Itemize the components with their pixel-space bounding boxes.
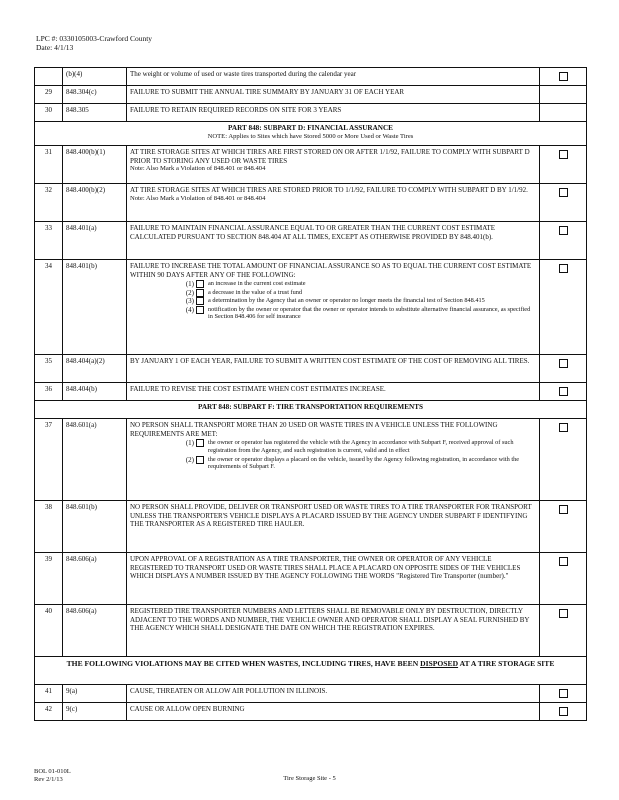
row-checkbox-cell[interactable] [540,419,587,501]
row-text: BY JANUARY 1 OF EACH YEAR, FAILURE TO SUBMIT A WRITTEN COST ESTIMATE OF THE COST OF REMOVING ALL TIRES. [127,355,540,383]
row-text: The weight or volume of used or waste tires transported during the calendar year [127,68,540,86]
footer-form-number: BOL 01-010L [34,768,71,775]
row-citation: 848.606(a) [63,605,127,657]
row-number: 35 [35,355,63,383]
row-number: 37 [35,419,63,501]
checkbox[interactable] [559,505,568,514]
footer-revision: Rev 2/1/13 [34,776,63,783]
row-checkbox-cell[interactable] [540,86,587,104]
row-citation: 848.305 [63,104,127,122]
sub-item-label: (4) [185,305,194,314]
table-row [35,260,587,355]
sub-checkbox[interactable] [196,280,204,288]
table-row [35,222,587,260]
row-text: AT TIRE STORAGE SITES AT WHICH TIRES ARE FIRST STORED ON OR AFTER 1/1/92, FAILURE TO COMPLY WITH SUBPART D PRIOR TO STORING ANY USED OR WASTE TIRES [130,148,530,165]
sub-items [166,439,536,471]
row-text: NO PERSON SHALL TRANSPORT MORE THAN 20 USED OR WASTE TIRES IN A VEHICLE UNLESS THE FOLLOWING REQUIREMENTS ARE MET: [130,421,498,438]
row-citation: 848.404(a)(2) [63,355,127,383]
row-text: FAILURE TO REVISE THE COST ESTIMATE WHEN COST ESTIMATES INCREASE. [127,383,540,401]
sub-item-text: an increase in the current cost estimate [208,280,306,288]
banner-row [35,657,587,685]
row-citation: 848.601(b) [63,501,127,553]
row-text: REGISTERED TIRE TRANSPORTER NUMBERS AND LETTERS SHALL BE REMOVABLE ONLY BY DESTRUCTION, DIRECTLY ADJACENT TO THE WORDS AND NUMBER, THE VEHICLE OWNER AND OPERATOR SHALL DISPLAY A SEAL FURNISHED BY THE AGENCY WHICH SHALL DESIGNATE THE DATE ON WHICH THE REGISTRATION EXPIRES. [127,605,540,657]
row-number [35,68,63,86]
row-text: FAILURE TO INCREASE THE TOTAL AMOUNT OF FINANCIAL ASSURANCE SO AS TO EQUAL THE CURRENT COST ESTIMATE WITHIN 90 DAYS AFTER ANY OF THE FOLLOWING: [130,262,532,279]
section-f-title: PART 848: SUBPART F: TIRE TRANSPORTATION REQUIREMENTS [35,401,587,419]
header-date: Date: 4/1/13 [36,43,74,52]
row-text: FAILURE TO SUBMIT THE ANNUAL TIRE SUMMARY BY JANUARY 31 OF EACH YEAR [127,86,540,104]
table-row [35,685,587,703]
sub-checkbox[interactable] [196,439,204,447]
sub-item-label: (1) [185,439,194,448]
sub-item-text: the owner or operator displays a placard on the vehicle, issued by the Agency following registration, in accordance with the requirements of Subpart F. [208,456,520,471]
disposal-banner [35,657,587,685]
row-text: UPON APPROVAL OF A REGISTRATION AS A TIRE TRANSPORTER, THE OWNER OR OPERATOR OF ANY VEHICLE REGISTERED TO TRANSPORT USED OR WASTE TIRES SHALL PLACE A PLACARD ON OPPOSITE SIDES OF THE VEHICLES WHICH DISPLAYS A NUMBER ISSUED BY THE AGENCY FOLLOWING THE WORDS "Registered Tire Transporter (number)." [127,553,540,605]
table-row [35,553,587,605]
row-citation: 848.400(b)(1) [63,146,127,184]
checkbox[interactable] [559,423,568,432]
sub-checkbox[interactable] [196,289,204,297]
row-citation: (b)(4) [63,68,127,86]
sub-item-label: (3) [185,297,194,306]
table-row [35,383,587,401]
row-citation: 848.401(a) [63,222,127,260]
sub-item [166,439,536,454]
table-row [35,703,587,721]
checkbox[interactable] [559,689,568,698]
row-checkbox-cell[interactable] [540,605,587,657]
sub-item-label: (2) [185,288,194,297]
sub-item-label: (1) [185,280,194,289]
checkbox[interactable] [559,707,568,716]
row-citation: 848.601(a) [63,419,127,501]
checkbox[interactable] [559,387,568,396]
table-row [35,68,587,86]
row-text: FAILURE TO MAINTAIN FINANCIAL ASSURANCE EQUAL TO OR GREATER THAN THE CURRENT COST ESTIMATE CALCULATED PURSUANT TO SECTION 848.404 AT ALL TIMES, EXCEPT AS OTHERWISE PROVIDED BY 848.401(b). [127,222,540,260]
row-citation: 848.606(a) [63,553,127,605]
checkbox[interactable] [559,226,568,235]
row-number: 40 [35,605,63,657]
row-text: NO PERSON SHALL PROVIDE, DELIVER OR TRANSPORT USED OR WASTE TIRES TO A TIRE TRANSPORTER FOR TRANSPORT UNLESS THE TRANSPORTER'S VEHICLE DISPLAYS A PLACARD ISSUED BY THE AGENCY UNDER SUBPART F IDENTIFYING THE TRANSPORTER AS A REGISTERED TIRE HAULER. [127,501,540,553]
footer-page-label: Tire Storage Site - 5 [283,775,336,782]
table-row [35,184,587,222]
row-citation: 9(c) [63,703,127,721]
table-row [35,146,587,184]
sub-item [166,289,536,298]
sub-item-text: notification by the owner or operator that the owner or operator intends to substitute alternative financial assurance, as specified in Section 848.406 for self insurance [208,305,531,321]
sub-items [166,280,536,321]
checkbox[interactable] [559,150,568,159]
row-number: 38 [35,501,63,553]
row-text-cell [127,184,540,222]
sub-checkbox[interactable] [196,456,204,464]
row-note: Note: Also Mark a Violation of 848.401 or 848.404 [130,194,266,202]
row-text: AT TIRE STORAGE SITES AT WHICH TIRES ARE STORED PRIOR TO 1/1/92, FAILURE TO COMPLY WITH SUBPART D BY 1/1/92. [130,186,528,194]
table-row [35,104,587,122]
row-text: CAUSE OR ALLOW OPEN BURNING [127,703,540,721]
checkbox[interactable] [559,609,568,618]
row-checkbox-cell[interactable] [540,703,587,721]
row-number: 31 [35,146,63,184]
row-text-cell [127,419,540,501]
sub-item [166,456,536,471]
row-number: 29 [35,86,63,104]
row-note: Note: Also Mark a Violation of 848.401 or 848.404 [130,165,266,173]
checkbox[interactable] [559,188,568,197]
row-citation: 848.401(b) [63,260,127,355]
row-number: 41 [35,685,63,703]
sub-item-label: (2) [185,456,194,464]
violations-table [34,67,587,721]
row-text-cell [127,260,540,355]
row-citation: 848.400(b)(2) [63,184,127,222]
row-text: FAILURE TO RETAIN REQUIRED RECORDS ON SITE FOR 3 YEARS [127,104,540,122]
section-header-row [35,122,587,146]
table-row [35,605,587,657]
banner-text-post: AT A TIRE STORAGE SITE [459,659,555,668]
section-d-note: NOTE: Applies to Sites which have Stored 5000 or More Used or Waste Tires [207,132,414,140]
row-text: CAUSE, THREATEN OR ALLOW AIR POLLUTION IN ILLINOIS. [127,685,540,703]
row-citation: 848.404(b) [63,383,127,401]
banner-text-pre: THE FOLLOWING VIOLATIONS MAY BE CITED WHEN WASTES, INCLUDING TIRES, HAVE BEEN [66,659,419,668]
row-citation: 848.304(c) [63,86,127,104]
checkbox[interactable] [559,264,568,273]
row-checkbox-cell[interactable] [540,104,587,122]
checkbox[interactable] [559,557,568,566]
row-number: 42 [35,703,63,721]
row-checkbox-cell[interactable] [540,355,587,383]
row-checkbox-cell[interactable] [540,146,587,184]
section-d-title: PART 848: SUBPART D: FINANCIAL ASSURANCE [228,124,393,132]
row-checkbox-cell[interactable] [540,68,587,86]
row-checkbox-cell[interactable] [540,222,587,260]
sub-item [166,297,536,306]
banner-underlined: DISPOSED [420,659,459,668]
row-number: 30 [35,104,63,122]
row-number: 39 [35,553,63,605]
row-text-cell [127,146,540,184]
row-number: 32 [35,184,63,222]
row-number: 36 [35,383,63,401]
sub-checkbox[interactable] [196,306,204,314]
row-number: 33 [35,222,63,260]
sub-item [166,306,536,321]
sub-item-text: a decrease in the value of a trust fund [208,288,303,296]
row-number: 34 [35,260,63,355]
row-checkbox-cell[interactable] [540,383,587,401]
row-checkbox-cell[interactable] [540,501,587,553]
sub-item-text: the owner or operator has registered the vehicle with the Agency in accordance with Subpart F, received approval of such registration from the Agency, and such registration is current, valid and in effect [208,439,514,454]
row-citation: 9(a) [63,685,127,703]
header-lpc: LPC #: 0330105003-Crawford County [36,34,153,43]
row-checkbox-cell[interactable] [540,260,587,355]
row-checkbox-cell[interactable] [540,685,587,703]
table-row [35,501,587,553]
sub-item [166,280,536,289]
table-row [35,86,587,104]
checkbox[interactable] [559,359,568,368]
table-row [35,355,587,383]
checkbox[interactable] [559,72,568,81]
sub-item-text: a determination by the Agency that an owner or operator no longer meets the financial test of Section 848.415 [208,297,485,305]
table-row [35,419,587,501]
section-header-row [35,401,587,419]
sub-checkbox[interactable] [196,297,204,305]
row-checkbox-cell[interactable] [540,184,587,222]
row-checkbox-cell[interactable] [540,553,587,605]
